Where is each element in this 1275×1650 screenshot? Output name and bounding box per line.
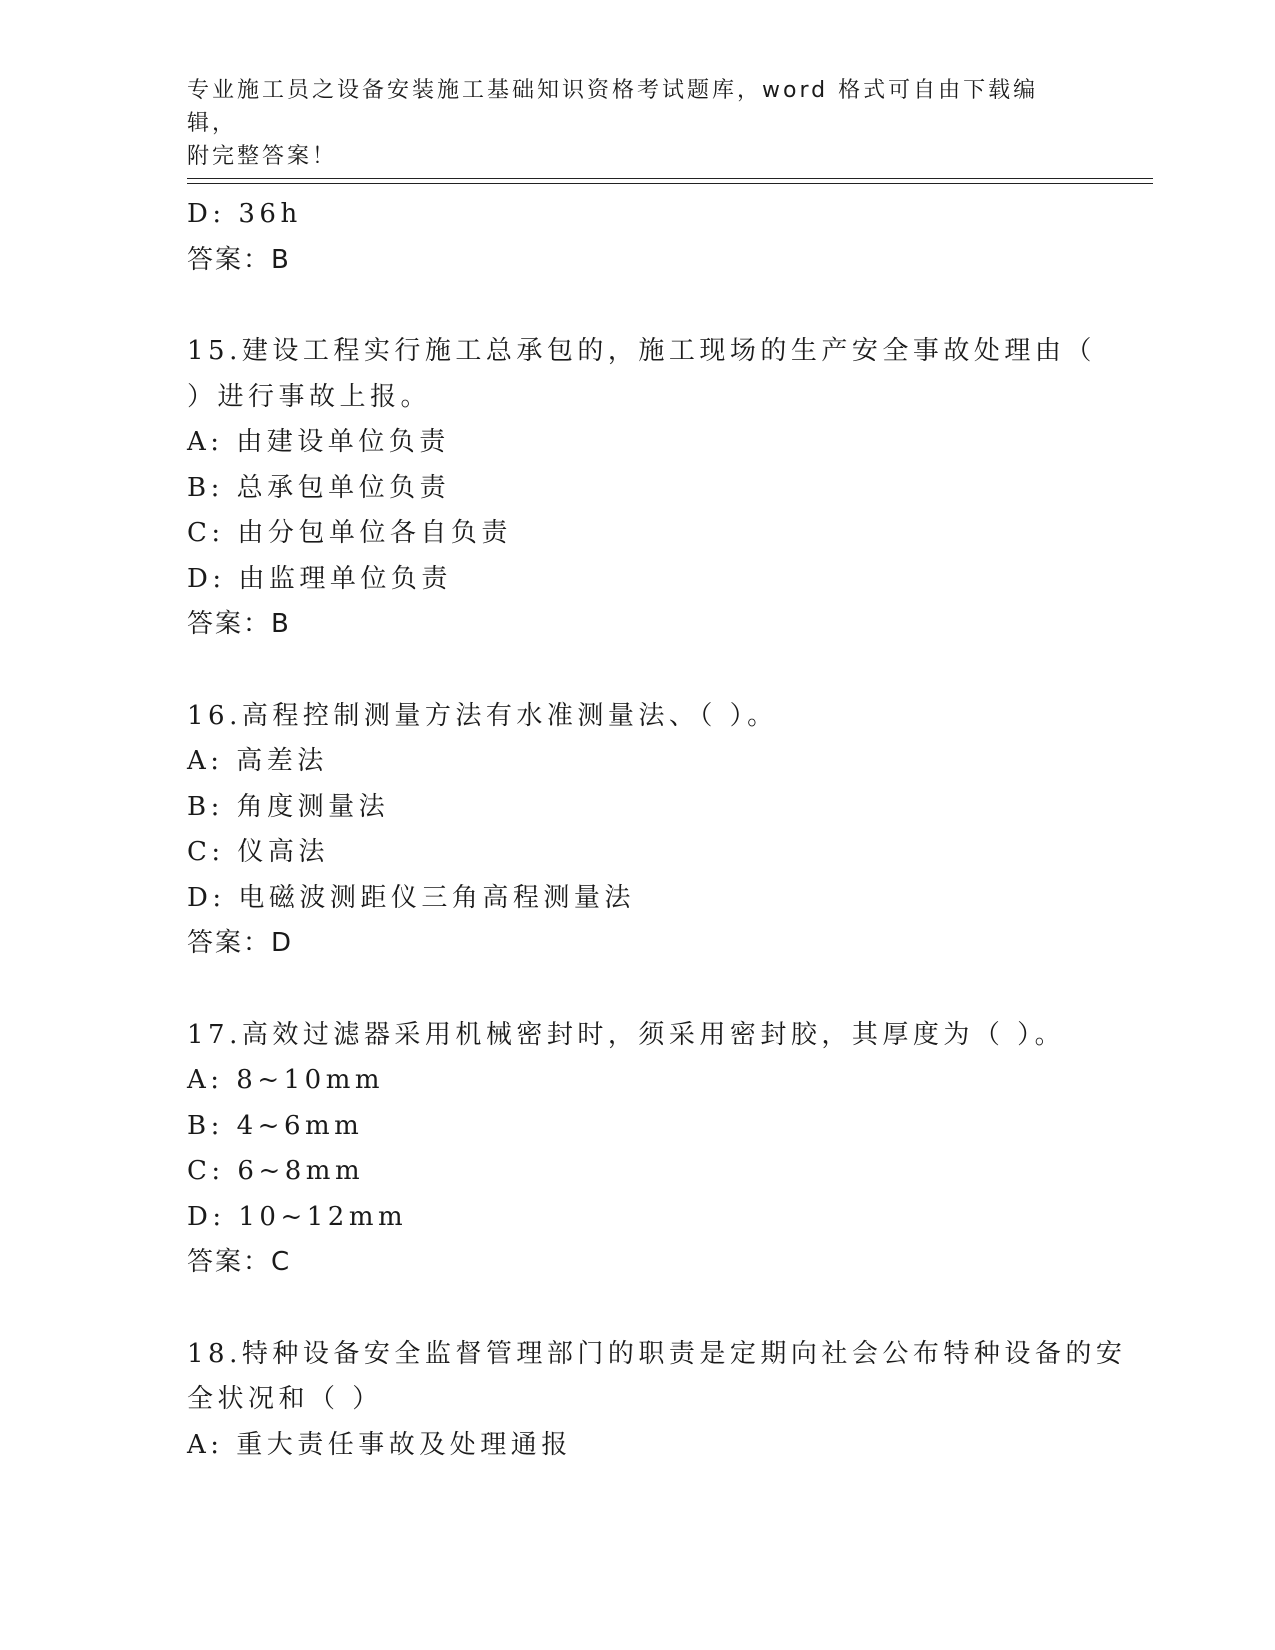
option-d: D: 36h — [187, 199, 302, 229]
question-18 — [187, 1332, 1127, 1469]
option-c: C: 6~8mm — [187, 1156, 365, 1186]
answer-line: 答案：C — [187, 1247, 292, 1277]
option-d: D: 由监理单位负责 — [187, 563, 452, 594]
question-stem: 15.建设工程实行施工总承包的，施工现场的生产安全事故处理由（ — [187, 336, 1096, 366]
answer-line: 答案：B — [187, 609, 291, 639]
option-c: C: 由分包单位各自负责 — [187, 518, 512, 548]
option-a: A: 8~10mm — [187, 1065, 385, 1095]
question-16 — [187, 694, 1087, 967]
document-header — [187, 74, 1087, 173]
header-title-line-1: 专业施工员之设备安装施工基础知识资格考试题库，word 格式可自由下载编辑， — [187, 78, 1039, 136]
question-15 — [187, 329, 1096, 648]
question-list — [187, 192, 1127, 1468]
option-a: A: 高差法 — [187, 746, 328, 776]
question-stem: 18.特种设备安全监督管理部门的职责是定期向社会公布特种设备的安 — [187, 1338, 1127, 1369]
header-title-line-2: 附完整答案！ — [187, 144, 338, 169]
option-d: D: 电磁波测距仪三角高程测量法 — [187, 882, 635, 913]
header-divider-top — [187, 178, 1153, 179]
question-stem: 16.高程控制测量方法有水准测量法、（ ）。 — [187, 700, 778, 731]
option-a: A: 重大责任事故及处理通报 — [187, 1429, 572, 1460]
answer-line: 答案：B — [187, 244, 291, 275]
question-stem: ）进行事故上报。 — [187, 381, 432, 412]
question-stem: 全状况和（ ） — [187, 1384, 383, 1414]
option-a: A: 由建设单位负责 — [187, 427, 450, 457]
option-b: B: 角度测量法 — [187, 791, 390, 822]
option-d: D: 10~12mm — [187, 1201, 408, 1232]
option-b: B: 4~6mm — [187, 1110, 364, 1141]
question-17 — [187, 1013, 1087, 1286]
header-divider-bottom — [187, 183, 1153, 184]
question-stem: 17.高效过滤器采用机械密封时，须采用密封胶，其厚度为（ ）。 — [187, 1019, 1066, 1050]
option-c: C: 仪高法 — [187, 837, 329, 867]
answer-line: 答案：D — [187, 928, 294, 958]
option-b: B: 总承包单位负责 — [187, 472, 451, 503]
